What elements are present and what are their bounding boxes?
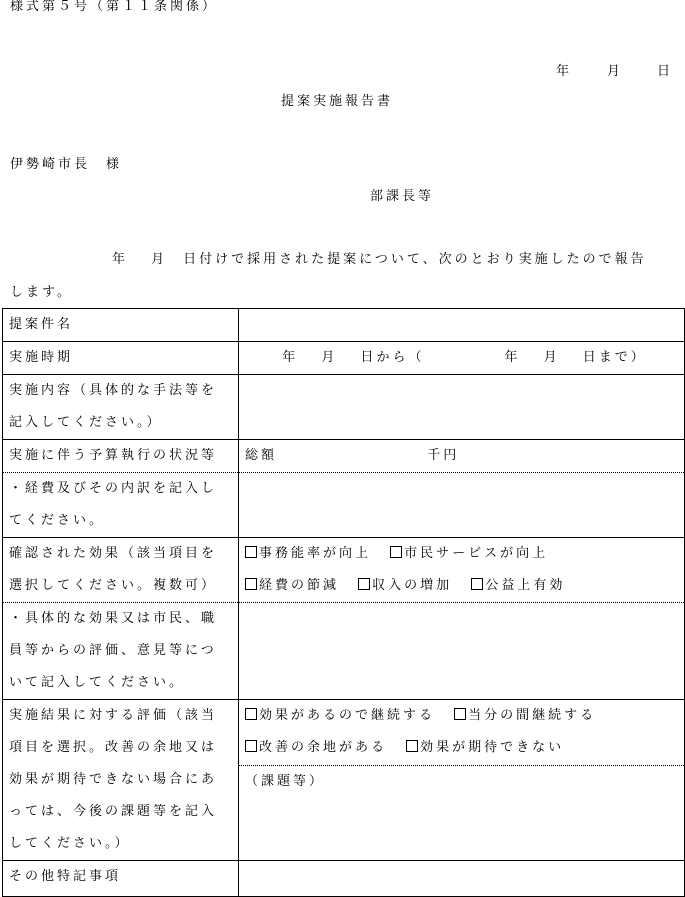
evaluation-options-cell [239,700,685,766]
budget-field[interactable] [239,440,685,473]
checkbox-icon[interactable] [390,546,402,558]
effect-detail-label-line2: 員等からの評価、意見等につ [9,643,217,658]
effect-option-label: 収入の増加 [372,578,453,593]
evaluation-issues-field[interactable] [239,766,685,861]
budget-total-label: 総額 [245,448,278,463]
checkbox-icon[interactable] [245,740,257,752]
effect-detail-label-line3: いて記入してください。 [9,675,186,690]
checkbox-icon[interactable] [358,578,370,590]
expense-detail-label-line2: てください。 [9,513,106,528]
period-value[interactable]: 年 月 日から（ 年 月 日まで） [282,350,647,365]
other-field[interactable] [239,861,685,897]
form-number: 様式第５号（第１１条関係） [10,0,219,14]
other-label: その他特記事項 [9,869,122,884]
evaluation-option-label: 効果があるので継続する [259,708,436,723]
period-label-cell [3,342,239,375]
content-value[interactable] [245,375,684,407]
proposal-name-label: 提案件名 [9,317,74,332]
content-field[interactable] [239,375,685,440]
budget-label-cell [3,440,239,473]
evaluation-option-room-for-improvement[interactable] [245,740,387,755]
effect-option-label: 市民サービスが向上 [404,546,549,561]
effect-option-public-benefit[interactable] [471,578,565,593]
report-table [2,308,685,897]
effect-option-label: 公益上有効 [485,578,566,593]
budget-label: 実施に伴う予算執行の状況等 [9,448,218,463]
date-day-label: 日 [657,64,674,79]
evaluation-label-cell [3,700,239,861]
checkbox-icon[interactable] [245,546,257,558]
checkbox-icon[interactable] [471,578,483,590]
intro-text-line1: 年 月 日付けで採用された提案について、次のとおり実施したので報告 [112,252,647,267]
evaluation-option-label: 改善の余地がある [259,740,388,755]
expense-detail-field[interactable] [239,473,685,538]
document-title: 提案実施報告書 [281,94,394,109]
content-label-cell [3,375,239,440]
date-year-label: 年 [556,64,573,79]
other-label-cell [3,861,239,897]
checkbox-icon[interactable] [454,708,466,720]
evaluation-option-label: 効果が期待できない [420,740,565,755]
table-row [3,375,685,440]
effect-option-label: 事務能率が向上 [259,546,372,561]
evaluation-issues-label: （課題等） [245,774,326,789]
evaluation-option-no-effect-expected[interactable] [406,740,564,755]
addressee: 伊勢崎市長 様 [10,157,123,172]
table-row [3,700,685,766]
content-label-line2: 記入してください。） [9,415,163,430]
evaluation-option-continue-for-now[interactable] [454,708,596,723]
expense-detail-value[interactable] [245,473,684,505]
table-row [3,440,685,473]
expense-detail-label-cell [3,473,239,538]
proposal-name-value[interactable] [245,309,684,341]
budget-unit: 千円 [427,448,460,463]
table-row [3,473,685,538]
content-label-line1: 実施内容（具体的な手法等を [9,383,218,398]
effect-option-efficiency[interactable] [245,546,371,561]
expense-detail-label-line1: ・経費及びその内訳を記入し [9,481,218,496]
effect-option-citizen-service[interactable] [390,546,548,561]
effects-label-line1: 確認された効果（該当項目を [9,546,218,561]
evaluation-label-line1: 実施結果に対する評価（該当 [9,708,218,723]
effect-detail-value[interactable] [245,603,684,635]
period-label: 実施時期 [9,350,74,365]
table-row [3,861,685,897]
effect-detail-label-line1: ・具体的な効果又は市民、職 [9,611,218,626]
proposal-name-field[interactable] [239,309,685,342]
evaluation-label-line5: してください。） [9,836,131,851]
proposal-name-label-cell [3,309,239,342]
effects-label-line2: 選択してください。複数可） [9,578,218,593]
table-row [3,538,685,603]
evaluation-label-line3: 効果が期待できない場合にあ [9,772,218,787]
period-field[interactable] [239,342,685,375]
evaluation-option-continue[interactable] [245,708,435,723]
checkbox-icon[interactable] [245,578,257,590]
effect-detail-field[interactable] [239,603,685,700]
effect-detail-label-cell [3,603,239,700]
checkbox-icon[interactable] [406,740,418,752]
checkbox-icon[interactable] [245,708,257,720]
intro-text-line2: します。 [10,285,73,300]
table-row [3,603,685,700]
effects-options-cell [239,538,685,603]
effects-label-cell [3,538,239,603]
effect-option-revenue[interactable] [358,578,452,593]
table-row [3,342,685,375]
evaluation-label-line4: っては、今後の課題等を記入 [9,804,218,819]
date-month-label: 月 [607,64,624,79]
other-value[interactable] [245,861,684,893]
evaluation-option-label: 当分の間継続する [468,708,597,723]
sender: 部課長等 [370,189,435,204]
evaluation-label-line2: 項目を選択。改善の余地又は [9,740,218,755]
effect-option-cost-saving[interactable] [245,578,339,593]
table-row [3,309,685,342]
effect-option-label: 経費の節減 [259,578,340,593]
